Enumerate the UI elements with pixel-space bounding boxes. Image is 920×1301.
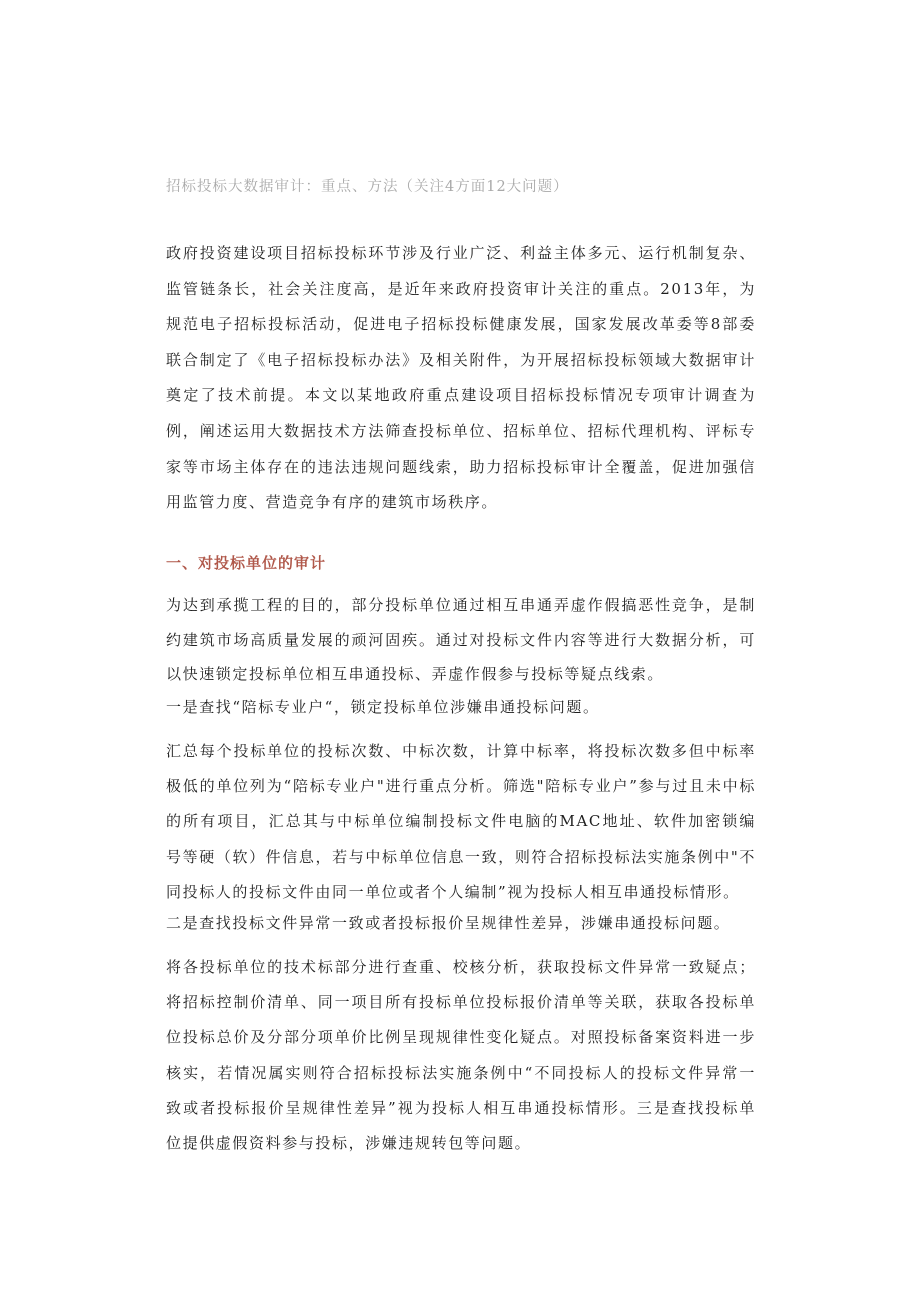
subheading-first-point: 一是查找“陪标专业户“，锁定投标单位涉嫌串通投标问题。 <box>166 698 600 716</box>
section-paragraph-first-point-detail: 汇总每个投标单位的投标次数、中标次数，计算中标率，将投标次数多但中标率极低的单位列为“陪标专业户"进行重点分析。筛选"陪标专业户”参与过且未中标的所有项目，汇总其与中标单位编制投标文件电脑的MAC地址、软件加密锁编号等硬（软）件信息，若与中标单位信息一致，则符合招标投标法实施条例中"不同投标人的投标文件由同一单位或者个人编制”视为投标人相互串通投标情形。 <box>166 742 756 901</box>
subheading-second-point: 二是查找投标文件异常一致或者投标报价呈规律性差异，涉嫌串通投标问题。 <box>166 914 731 932</box>
section-paragraph-overview: 为达到承揽工程的目的，部分投标单位通过相互串通弄虚作假搞恶性竞争，是制约建筑市场高质量发展的顽河固疾。通过对投标文件内容等进行大数据分析，可以快速锁定投标单位相互串通投标、弄虚作假参与投标等疑点线索。 <box>166 596 756 683</box>
section-heading: 一、对投标单位的审计 <box>166 554 327 572</box>
section-paragraph-second-point-detail: 将各投标单位的技术标部分进行查重、校核分析，获取投标文件异常一致疑点；将招标控制价清单、同一项目所有投标单位投标报价清单等关联，获取各投标单位投标总价及分部分项单价比例呈现规律性变化疑点。对照投标备案资料进一步核实，若情况属实则符合招标投标法实施条例中“不同投标人的投标文件异常一致或者投标报价呈规律性差异”视为投标人相互串通投标情形。三是查找投标单位提供虚假资料参与投标，涉嫌违规转包等问题。 <box>166 958 756 1153</box>
document-title: 招标投标大数据审计：重点、方法（关注4方面12大问题） <box>166 179 569 195</box>
intro-paragraph: 政府投资建设项目招标投标环节涉及行业广泛、利益主体多元、运行机制复杂、监管链条长，社会关注度高，是近年来政府投资审计关注的重点。2013年，为规范电子招标投标活动，促进电子招标投标健康发展，国家发展改革委等8部委联合制定了《电子招标投标办法》及相关附件，为开展招标投标领域大数据审计奠定了技术前提。本文以某地政府重点建设项目招标投标情况专项审计调查为例，阐述运用大数据技术方法筛查投标单位、招标单位、招标代理机构、评标专家等市场主体存在的违法违规问题线索，助力招标投标审计全覆盖，促进加强信用监管力度、营造竞争有序的建筑市场秩序。 <box>166 244 756 512</box>
